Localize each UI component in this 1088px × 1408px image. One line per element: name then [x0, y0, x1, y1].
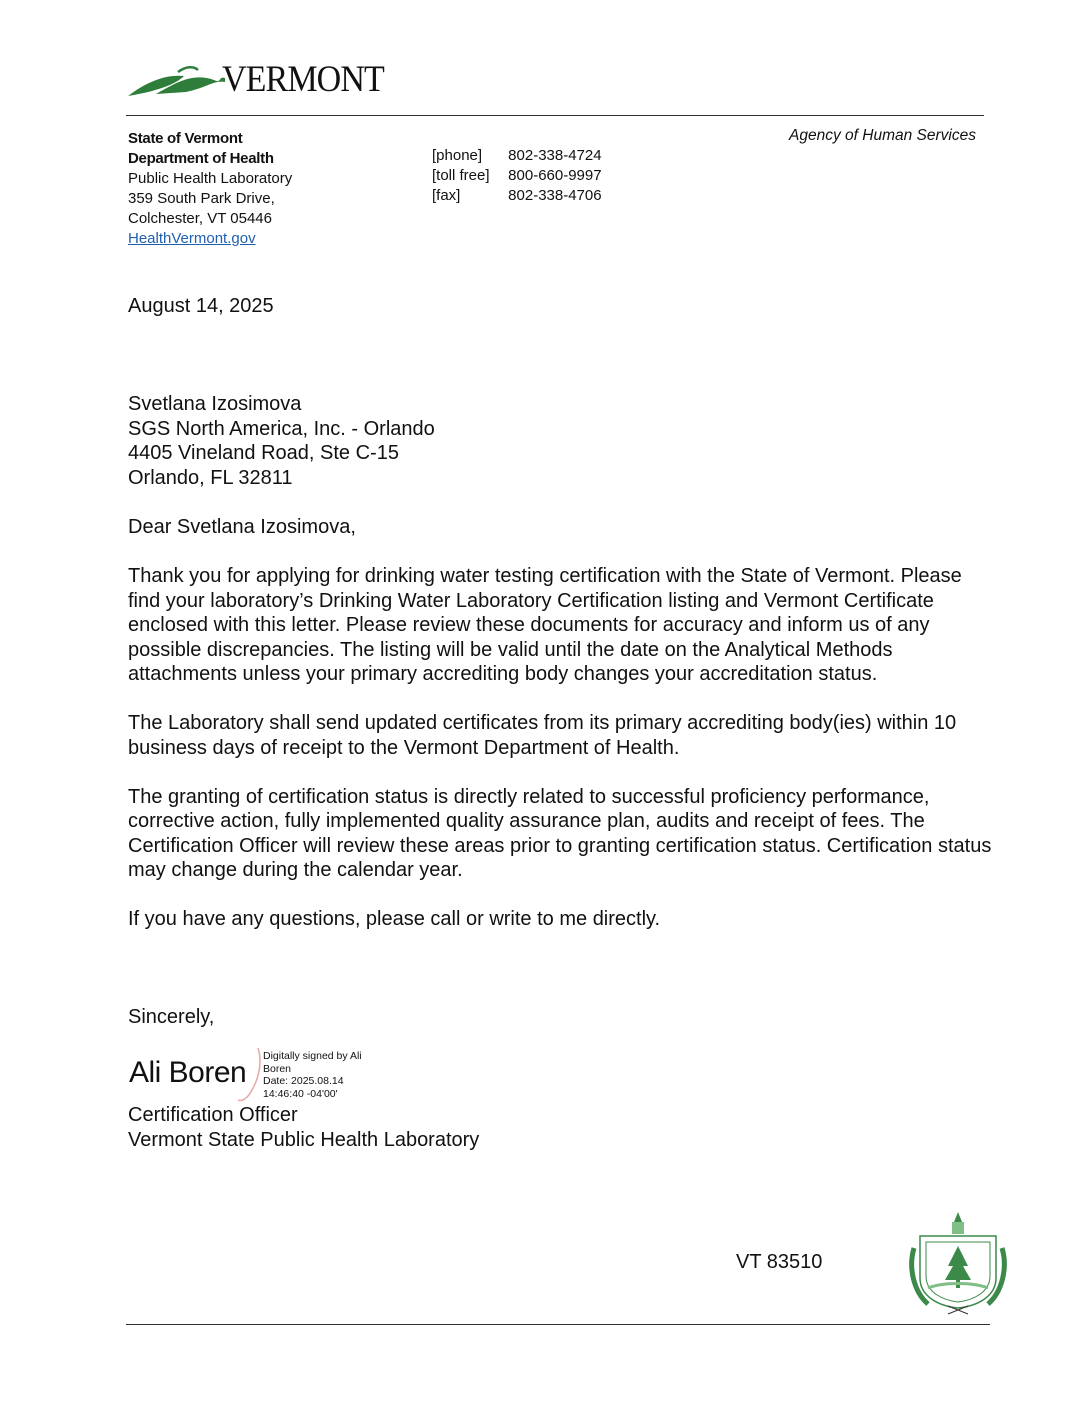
recipient-address — [128, 392, 435, 490]
body-paragraph: Thank you for applying for drinking water testing certification with the State of Vermont. Please find your laboratory’s Drinking Water Laboratory Certification listing and Vermont Certificate enclosed with this letter. Please review these documents for accuracy and inform us of any possible discrepancies. The listing will be valid until the date on the Analytical Methods attachments unless your primary accrediting body changes your accreditation status. — [128, 565, 962, 685]
sender-department: Department of Health — [128, 150, 274, 167]
body-paragraph: The granting of certification status is directly related to successful proficiency performance, corrective action, fully implemented quality assurance plan, audits and receipt of fees. The Certification Officer will review these areas prior to granting certification status. Certification status may change during the calendar year. — [128, 785, 992, 881]
footer-divider — [126, 1324, 990, 1325]
letter-date: August 14, 2025 — [128, 295, 274, 317]
website-link[interactable]: HealthVermont.gov — [128, 230, 256, 247]
header-divider — [126, 115, 984, 116]
contact-label: [toll free] — [432, 167, 490, 184]
sender-city: Colchester, VT 05446 — [128, 210, 272, 227]
contact-row-fax — [432, 186, 602, 206]
sig-meta-line: Boren — [263, 1062, 292, 1075]
contact-value: 800-660-9997 — [508, 167, 602, 184]
sig-meta-line: Digitally signed by Ali — [263, 1050, 362, 1062]
contact-row-phone — [432, 146, 602, 166]
recipient-city: Orlando, FL 32811 — [128, 466, 293, 489]
recipient-street: 4405 Vineland Road, Ste C-15 — [128, 442, 399, 464]
body-paragraph: The Laboratory shall send updated certificates from its primary accrediting body(ies) within 10 business days of receipt to the Vermont Department of Health. — [128, 712, 957, 759]
logo-swoosh-icon — [178, 67, 198, 72]
vermont-seal-icon — [908, 1208, 1008, 1316]
contact-value: 802-338-4706 — [508, 187, 602, 204]
letter-body — [128, 564, 993, 956]
signatory-role: Certification Officer — [128, 1104, 298, 1126]
sig-meta-line: 14:46:40 -04'00' — [263, 1087, 338, 1100]
signature-name: Ali Boren — [129, 1056, 247, 1089]
signatory-org: Vermont State Public Health Laboratory — [128, 1128, 480, 1151]
sender-street: 359 South Park Drive, — [128, 190, 275, 207]
sender-address — [128, 129, 292, 249]
contact-label: [phone] — [432, 147, 483, 164]
logo-wordmark: VERMONT — [222, 59, 384, 100]
body-paragraph: If you have any questions, please call or write to me directly. — [128, 908, 661, 930]
digital-signature-info — [263, 1050, 378, 1100]
contact-numbers — [432, 146, 602, 206]
recipient-name: Svetlana Izosimova — [128, 393, 302, 415]
sender-lab: Public Health Laboratory — [128, 170, 293, 187]
salutation: Dear Svetlana Izosimova, — [128, 516, 356, 538]
contact-label: [fax] — [432, 187, 461, 204]
closing: Sincerely, — [128, 1006, 215, 1028]
contact-row-tollfree — [432, 166, 602, 186]
signatory-title — [128, 1103, 479, 1152]
recipient-company: SGS North America, Inc. - Orlando — [128, 417, 435, 440]
sig-meta-line: Date: 2025.08.14 — [263, 1075, 344, 1087]
contact-value: 802-338-4724 — [508, 147, 602, 164]
sender-state: State of Vermont — [128, 130, 243, 147]
certificate-code: VT 83510 — [736, 1251, 823, 1273]
agency-name: Agency of Human Services — [789, 127, 976, 144]
